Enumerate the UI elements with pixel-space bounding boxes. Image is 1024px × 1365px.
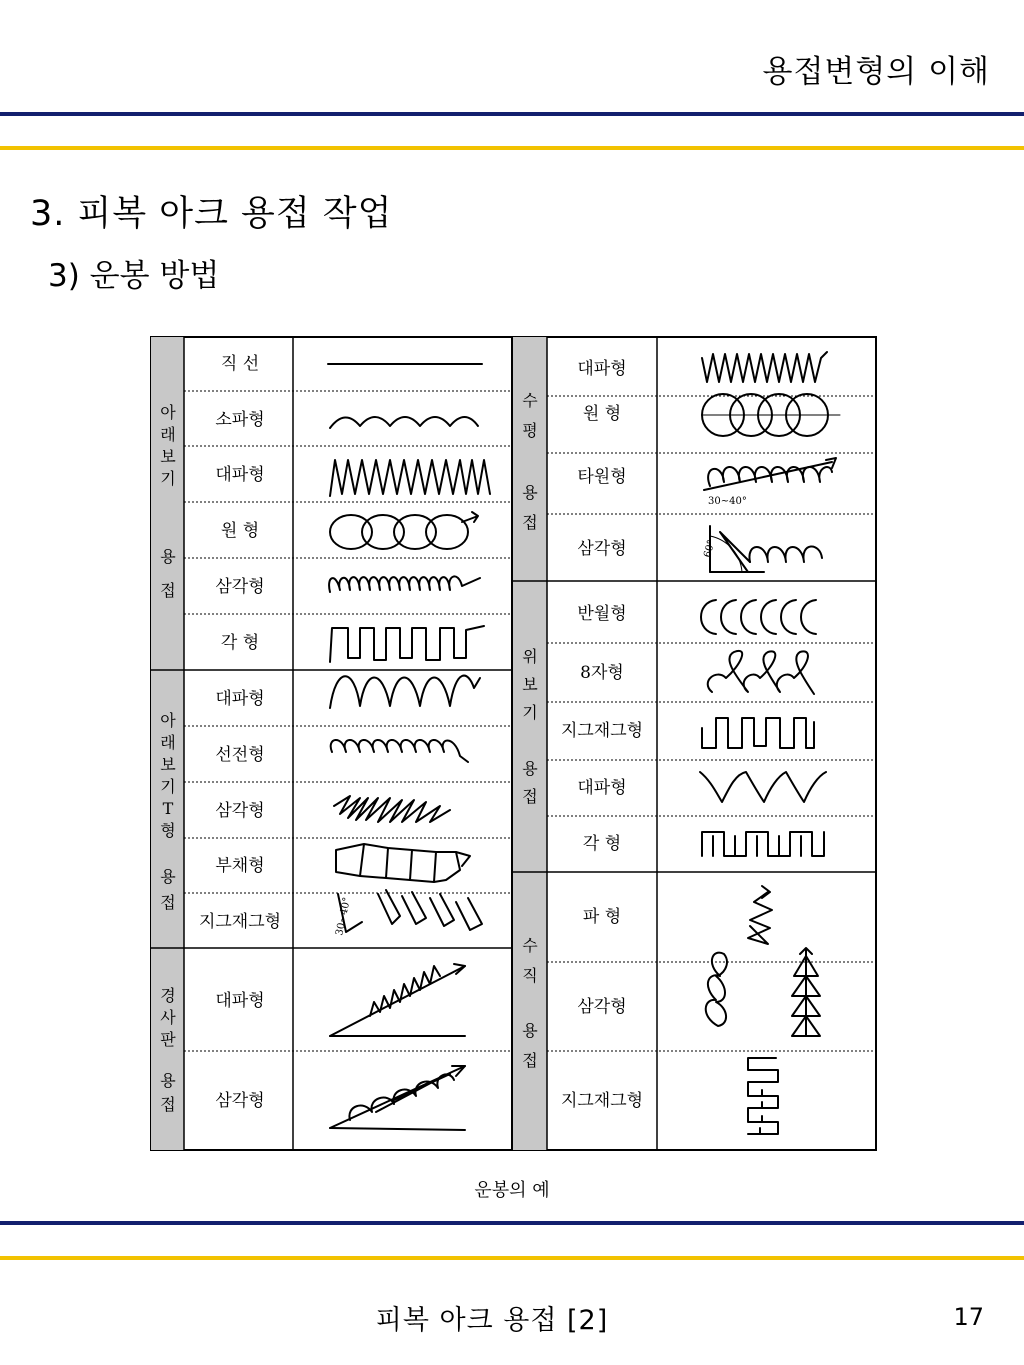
item-label: 대파형 xyxy=(215,991,265,1011)
section-title: 3. 피복 아크 용접 작업 xyxy=(30,194,393,234)
weaving-table xyxy=(150,336,878,1152)
section-subtitle: 3) 운봉 방법 xyxy=(48,258,220,294)
group-label-char: 용 xyxy=(160,1071,176,1090)
group-label-char: 접 xyxy=(522,787,538,806)
group-label-char: 기 xyxy=(160,777,176,796)
group-label-char: 보 xyxy=(160,447,176,466)
group-label-char: 아 xyxy=(160,403,176,422)
header-title: 용접변형의 이해 xyxy=(762,54,990,90)
item-label: 소파형 xyxy=(215,410,265,430)
group-label-char: 기 xyxy=(522,703,538,722)
group-label-char: 사 xyxy=(160,1008,176,1027)
item-label: 선전형 xyxy=(215,745,265,765)
footer-rule-navy xyxy=(0,1221,1024,1225)
group-label-char: 직 xyxy=(522,966,538,985)
group-label-char: 접 xyxy=(522,1051,538,1070)
group-label-char: 용 xyxy=(522,759,538,778)
item-label: 삼각형 xyxy=(577,539,627,559)
item-label: 파 형 xyxy=(582,907,622,927)
header-rule-gold xyxy=(0,146,1024,150)
group-label-char: 위 xyxy=(522,647,538,666)
group-label-char: 접 xyxy=(522,513,538,532)
item-label: 지그재그형 xyxy=(560,1091,644,1111)
footer-rule-gold xyxy=(0,1256,1024,1260)
item-label: 삼각형 xyxy=(215,577,265,597)
item-label: 타원형 xyxy=(577,467,627,487)
item-label: 부채형 xyxy=(215,856,265,876)
header-rule-navy xyxy=(0,112,1024,116)
item-label: 8자형 xyxy=(580,663,624,683)
footer-title: 피복 아크 용접 [2] xyxy=(375,1305,609,1336)
item-label: 지그재그형 xyxy=(198,912,282,932)
weaving-figure xyxy=(150,336,878,1152)
group-label-char: 보 xyxy=(522,675,538,694)
item-label: 대파형 xyxy=(577,359,627,379)
triangle-angle-label: 60° xyxy=(702,538,718,559)
group-label-char: 판 xyxy=(160,1030,176,1049)
group-label-char: 형 xyxy=(160,821,176,840)
ellipse-angle-label: 30~40° xyxy=(708,496,747,507)
group-label-char: 기 xyxy=(160,469,176,488)
group-label-char: 평 xyxy=(522,421,538,440)
group-label-char: 용 xyxy=(522,1021,538,1040)
zigzag-angle-label: 30~40° xyxy=(334,896,354,937)
group-label-char: 접 xyxy=(160,893,176,912)
figure-caption: 운봉의 예 xyxy=(474,1180,550,1201)
group-label-char: 용 xyxy=(160,547,176,566)
group-label-char: 경 xyxy=(160,986,176,1005)
group-label-char: 수 xyxy=(522,936,538,955)
group-label-char: 수 xyxy=(522,391,538,410)
page-number: 17 xyxy=(953,1303,984,1331)
item-label: 대파형 xyxy=(215,689,265,709)
item-label: 원 형 xyxy=(220,521,260,541)
group-label-char: 보 xyxy=(160,755,176,774)
item-label: 지그재그형 xyxy=(560,721,644,741)
item-label: 대파형 xyxy=(577,778,627,798)
group-label-char: T xyxy=(162,799,174,818)
group-label-char: 접 xyxy=(160,1095,176,1114)
item-label: 삼각형 xyxy=(577,997,627,1017)
item-label: 각 형 xyxy=(582,834,622,854)
group-label-char: 용 xyxy=(160,867,176,886)
item-label: 삼각형 xyxy=(215,801,265,821)
item-label: 반월형 xyxy=(577,604,627,624)
group-label-char: 래 xyxy=(160,733,176,752)
item-label: 대파형 xyxy=(215,465,265,485)
item-label: 삼각형 xyxy=(215,1091,265,1111)
item-label: 각 형 xyxy=(220,633,260,653)
group-label-char: 래 xyxy=(160,425,176,444)
vertical-zigzag-pattern xyxy=(748,1058,778,1134)
item-label: 직 선 xyxy=(220,354,260,374)
group-label-char: 용 xyxy=(522,483,538,502)
item-label: 원 형 xyxy=(582,404,622,424)
group-label-char: 접 xyxy=(160,581,176,600)
group-label-char: 아 xyxy=(160,711,176,730)
